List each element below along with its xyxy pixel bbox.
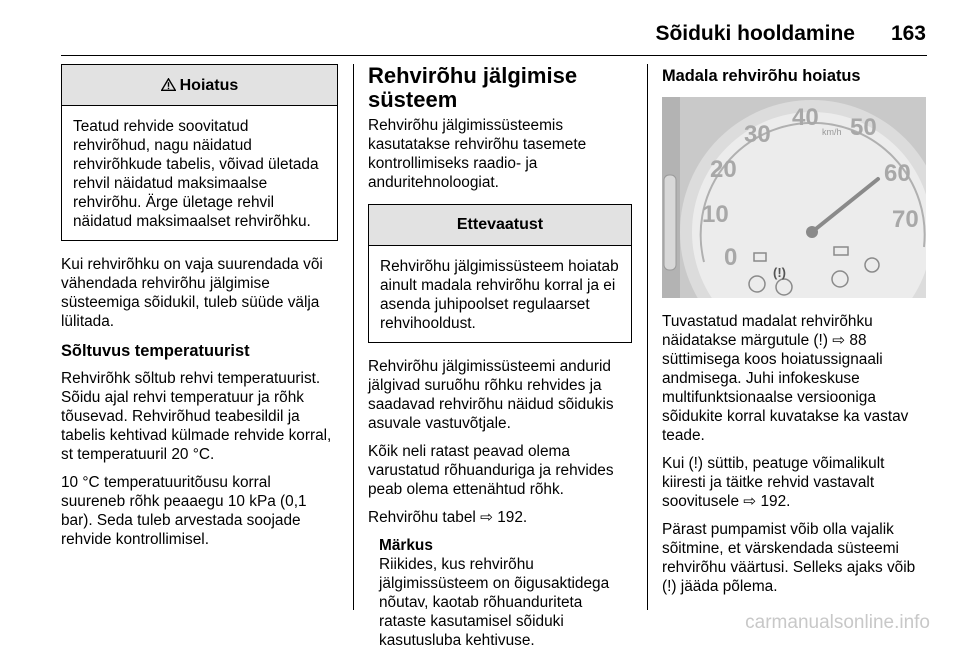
header-rule — [61, 55, 927, 56]
column-divider-2 — [647, 64, 648, 610]
col1-paragraph-3: 10 °C temperatuuritõusu korral suureneb rõhk peaaegu 10 kPa (0,1 bar). Seda tuleb arvestada soojade rehvide kontrollimisel. — [61, 474, 307, 548]
speed-label-10: 10 — [702, 201, 729, 228]
caution-box-text: Rehvirõhu jälgimissüsteem hoiatab ainult madala rehvirõhu korral ja ei asenda juhipoolset regulaarset rehvihooldust. — [380, 258, 619, 332]
caution-box-header: Ettevaatust — [369, 205, 631, 246]
temperature-heading: Sõltuvus temperatuurist — [61, 342, 250, 360]
note-block — [368, 536, 632, 650]
warning-triangle-icon — [161, 77, 180, 93]
speed-label-0: 0 — [724, 244, 738, 271]
col2-paragraph-2: Kõik neli ratast peavad olema varustatud rõhuanduriga ja rehvides peab olema ettenähtud rõhk. — [368, 443, 614, 498]
warning-box-header — [62, 65, 337, 106]
warning-box-text: Teatud rehvide soovitatud rehvirõhud, nagu näidatud rehvirõhkude tabelis, võivad ületada rehvil näidatud maksimaalse rehvirõhu. Ärge ületage rehvil näidatud maksimaalset rehvirõhku. — [73, 118, 319, 230]
col2-paragraph-1: Rehvirõhu jälgimissüsteemi andurid jälgivad suruõhu rõhku rehvides ja saadavad rehvirõhu näidud sõidukis asuvale vastuvõtjale. — [368, 358, 614, 432]
col1-paragraph-2: Rehvirõhk sõltub rehvi temperatuurist. Sõidu ajal rehvi temperatuur ja rõhk tõusevad. Rehvirõhud teabesildil ja tabelis kehtivad külmade rehvide korral, st temperatuuril 20 °C. — [61, 370, 332, 463]
column-2 — [368, 64, 632, 659]
watermark: carmanualsonline.info — [745, 612, 930, 633]
warning-box — [61, 64, 338, 241]
col2-intro: Rehvirõhu jälgimissüsteemis kasutatakse rehvirõhu tasemete kontrollimiseks raadio- ja anduritehnoloogiat. — [368, 117, 587, 191]
page-number: 163 — [890, 22, 926, 45]
page-header — [655, 22, 926, 46]
header-title: Sõiduki hooldamine — [655, 22, 855, 45]
kmh-label: km/h — [822, 127, 842, 137]
column-divider-1 — [353, 64, 354, 610]
speed-label-70: 70 — [892, 206, 919, 233]
column-3 — [662, 64, 926, 605]
tpms-warning-icon: (!) — [773, 265, 786, 280]
col1-paragraph-1: Kui rehvirõhku on vaja suurendada või vähendada rehvirõhu jälgimise süsteemiga sõidukil, tuleb süüde välja lülitada. — [61, 256, 323, 330]
speed-label-30: 30 — [744, 121, 771, 148]
low-pressure-heading: Madala rehvirõhu hoiatus — [662, 67, 861, 85]
speed-label-50: 50 — [850, 114, 877, 141]
col3-paragraph-3: Pärast pumpamist võib olla vajalik sõitmine, et värskendada süsteemi rehvirõhu väärtusi. Selleks ajaks võib (!) jääda põlema. — [662, 521, 916, 595]
warning-box-title: Hoiatus — [179, 77, 239, 94]
speedometer-illustration — [662, 97, 926, 298]
speed-label-60: 60 — [884, 160, 911, 187]
section-title: Rehvirõhu jälgimise süsteem — [368, 63, 578, 112]
column-1 — [61, 64, 338, 558]
caution-box — [368, 204, 632, 343]
note-title: Märkus — [379, 537, 433, 554]
col3-paragraph-2: Kui (!) süttib, peatuge võimalikult kiiresti ja täitke rehvid vastavalt soovitusele ⇨ 192. — [662, 455, 885, 510]
speed-label-40: 40 — [792, 104, 819, 131]
col3-paragraph-1: Tuvastatud madalat rehvirõhku näidatakse märgutule (!) ⇨ 88 süttimisega koos hoiatussignaali andmisega. Juhi infokeskuse multifunktsionaalse versiooniga sõidukite korral kuvatakse ka vastav teade. — [662, 313, 909, 444]
col2-paragraph-3: Rehvirõhu tabel ⇨ 192. — [368, 509, 528, 526]
note-text: Riikides, kus rehvirõhu jälgimissüsteem on õigusaktidega nõutav, kaotab rõhuanduriteta rataste kasutamisel sõiduki kasutusluba kehtivuse. — [379, 556, 610, 649]
speed-label-20: 20 — [710, 156, 737, 183]
